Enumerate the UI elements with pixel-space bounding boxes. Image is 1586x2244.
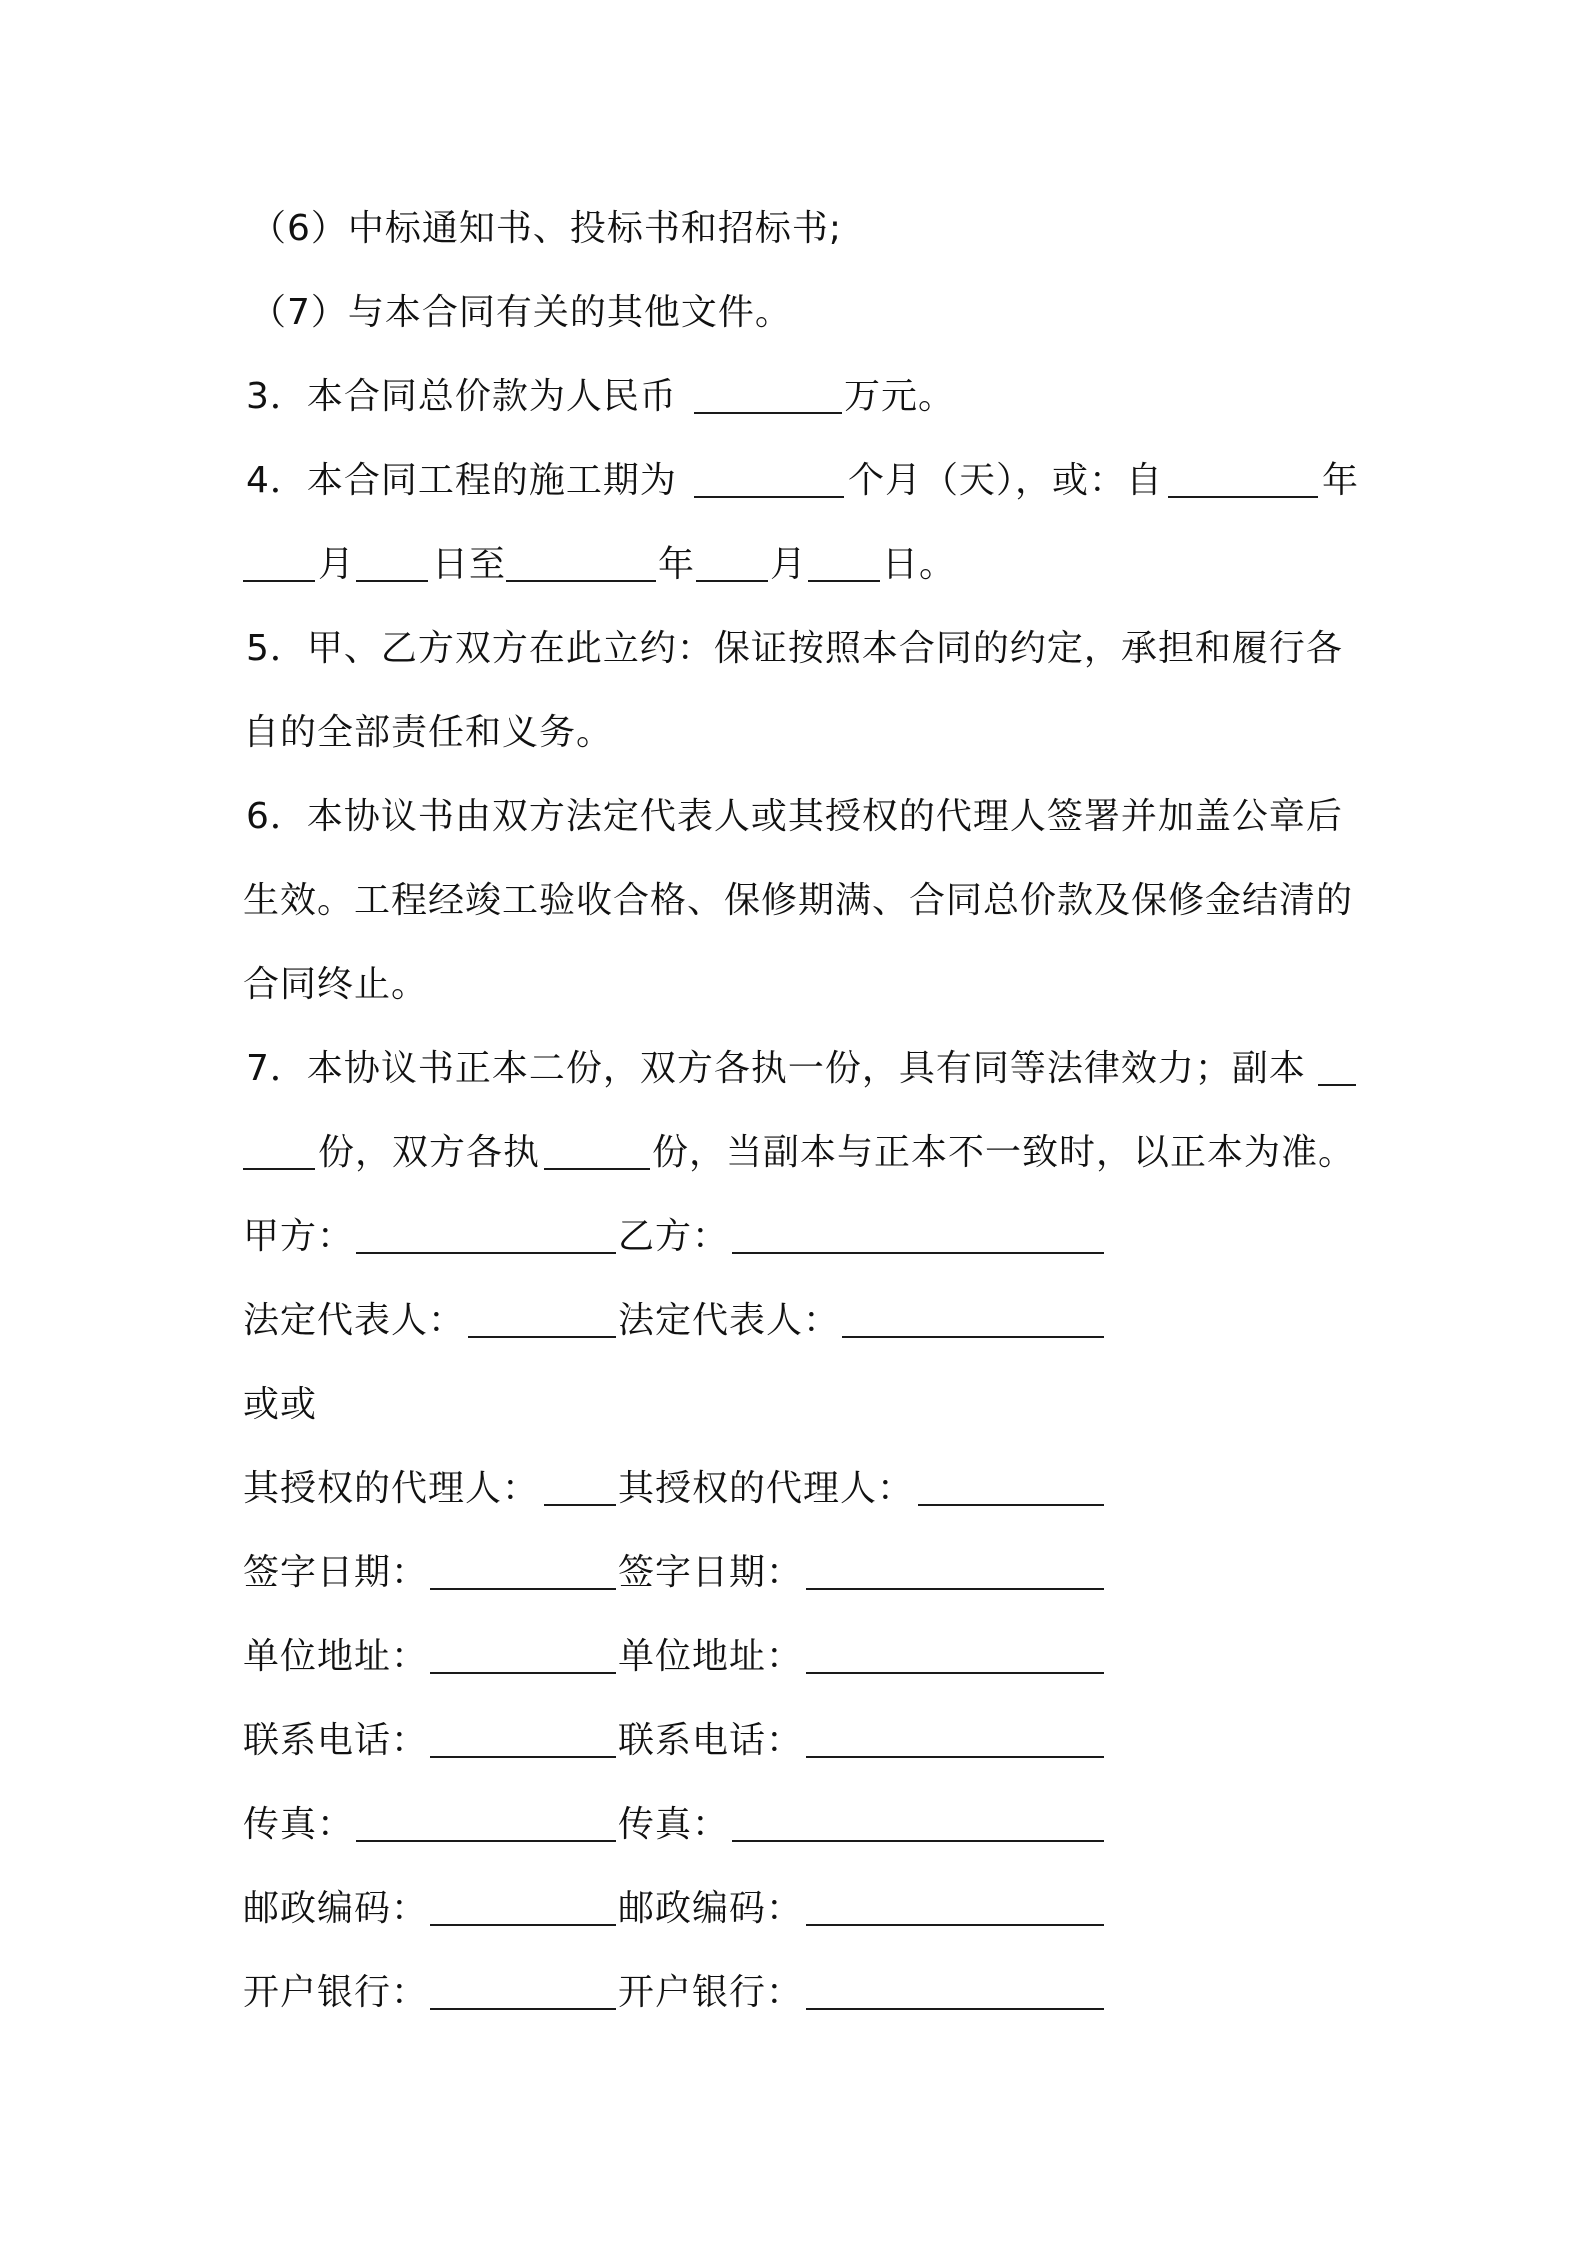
date-b-label: 签字日期： <box>618 1552 804 1593</box>
end-month-label: 月 <box>770 544 808 585</box>
start-month-label: 月 <box>318 544 356 585</box>
party-b-label: 乙方： <box>618 1216 730 1257</box>
party-a-label: 甲方： <box>243 1216 355 1257</box>
date-a-label: 签字日期： <box>243 1552 429 1593</box>
agent-a-blank <box>544 1504 616 1506</box>
clause-3-text: 3．本合同总价款为人民币 <box>246 376 677 417</box>
end-year-blank <box>506 580 656 582</box>
fax-b-label: 传真： <box>618 1804 730 1845</box>
clause-6-line-1: 6．本协议书由双方法定代表人或其授权的代理人签署并加盖公章后 <box>246 796 1343 837</box>
legal-rep-b-blank <box>842 1336 1104 1338</box>
agent-b-blank <box>918 1504 1104 1506</box>
legal-rep-a-label: 法定代表人： <box>243 1300 466 1341</box>
copies-each-blank <box>544 1168 650 1170</box>
postal-b-label: 邮政编码： <box>618 1888 804 1929</box>
clause-5-line-1: 5．甲、乙方双方在此立约：保证按照本合同的约定，承担和履行各 <box>246 628 1343 669</box>
postal-a-blank <box>430 1924 616 1926</box>
end-day-label: 日。 <box>882 544 957 585</box>
bank-b-blank <box>806 2008 1104 2010</box>
item-6-text: （6）中标通知书、投标书和招标书; <box>250 208 843 249</box>
total-price-blank <box>694 412 842 414</box>
bank-a-label: 开户银行： <box>243 1972 429 2013</box>
end-day-blank <box>808 580 880 582</box>
address-b-label: 单位地址： <box>618 1636 804 1677</box>
clause-6-line-3: 合同终止。 <box>243 964 429 1005</box>
phone-b-blank <box>806 1756 1104 1758</box>
date-b-blank <box>806 1588 1104 1590</box>
postal-b-blank <box>806 1924 1104 1926</box>
start-year-blank <box>1168 496 1318 498</box>
clause-7-copies: 份，双方各执 <box>318 1132 541 1173</box>
start-month-blank <box>243 580 315 582</box>
start-day-label: 日至 <box>432 544 507 585</box>
bank-a-blank <box>430 2008 616 2010</box>
phone-a-label: 联系电话： <box>243 1720 429 1761</box>
address-b-blank <box>806 1672 1104 1674</box>
fax-a-label: 传真： <box>243 1804 355 1845</box>
clause-7-line-1: 7．本协议书正本二份，双方各执一份，具有同等法律效力；副本 <box>246 1048 1306 1089</box>
address-a-label: 单位地址： <box>243 1636 429 1677</box>
clause-3-suffix: 万元。 <box>844 376 956 417</box>
clause-4-text: 4．本合同工程的施工期为 <box>246 460 677 501</box>
duplicate-count-blank-b <box>243 1168 315 1170</box>
clause-7-tail: 份，当副本与正本不一致时，以正本为准。 <box>652 1132 1356 1173</box>
party-a-blank <box>356 1252 616 1254</box>
or-text: 或或 <box>243 1384 318 1425</box>
start-year-label: 年 <box>1322 460 1360 501</box>
end-month-blank <box>696 580 768 582</box>
start-day-blank <box>356 580 428 582</box>
legal-rep-b-label: 法定代表人： <box>618 1300 841 1341</box>
end-year-label: 年 <box>658 544 696 585</box>
bank-b-label: 开户银行： <box>618 1972 804 2013</box>
clause-4-period-label: 个月（天），或：自 <box>848 460 1164 501</box>
date-a-blank <box>430 1588 616 1590</box>
phone-b-label: 联系电话： <box>618 1720 804 1761</box>
duplicate-count-blank-a <box>1318 1084 1356 1086</box>
clause-6-line-2: 生效。工程经竣工验收合格、保修期满、合同总价款及保修金结清的 <box>243 880 1354 921</box>
agent-b-label: 其授权的代理人： <box>618 1468 915 1509</box>
period-months-blank <box>694 496 844 498</box>
address-a-blank <box>430 1672 616 1674</box>
fax-a-blank <box>356 1840 616 1842</box>
fax-b-blank <box>732 1840 1104 1842</box>
phone-a-blank <box>430 1756 616 1758</box>
postal-a-label: 邮政编码： <box>243 1888 429 1929</box>
agent-a-label: 其授权的代理人： <box>243 1468 540 1509</box>
legal-rep-a-blank <box>468 1336 616 1338</box>
item-7-text: （7）与本合同有关的其他文件。 <box>250 292 792 333</box>
party-b-blank <box>732 1252 1104 1254</box>
clause-5-line-2: 自的全部责任和义务。 <box>243 712 614 753</box>
